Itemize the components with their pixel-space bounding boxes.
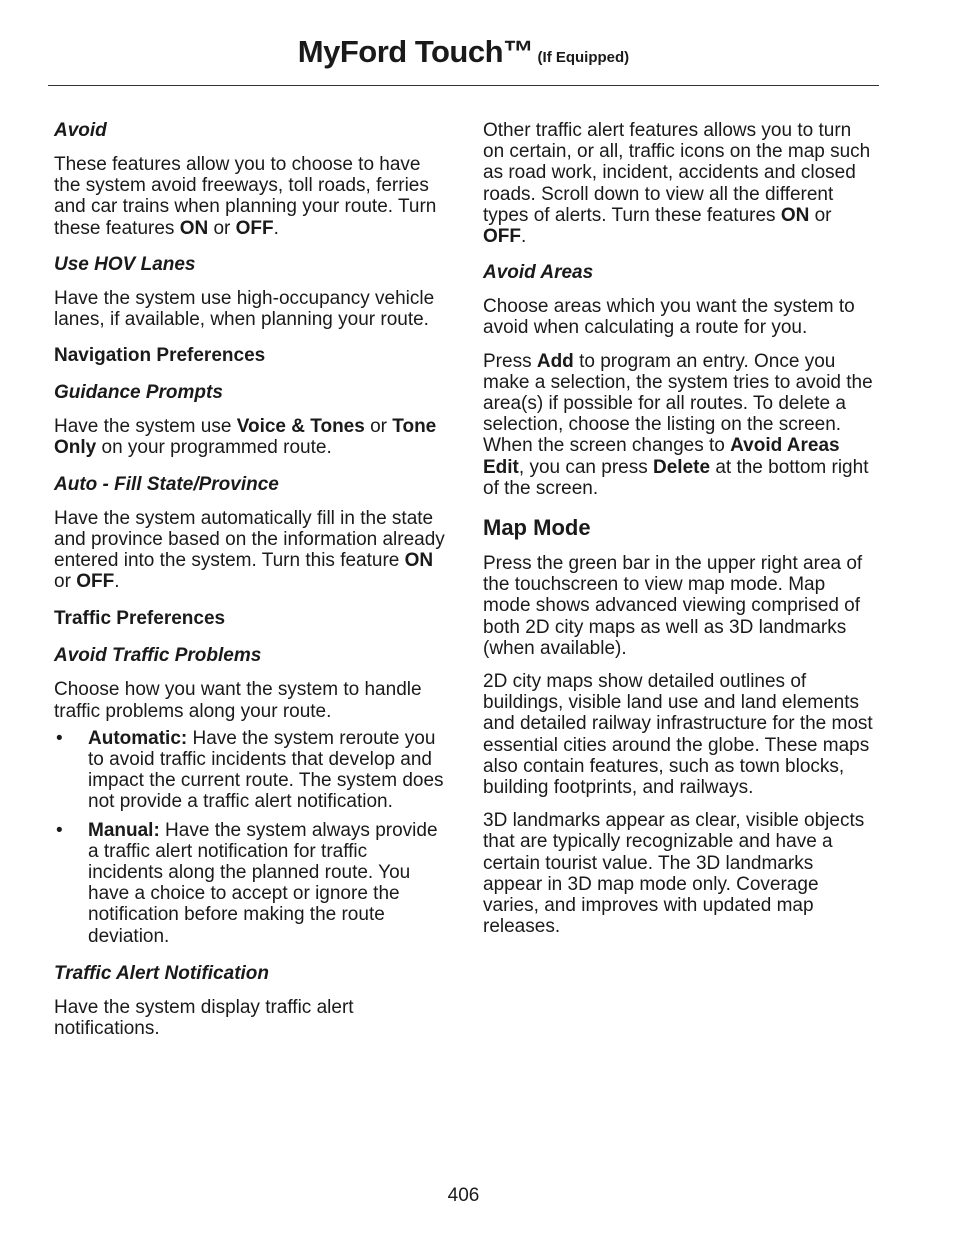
autofill-text: Have the system automatically fill in the state and province based on the information already entered into the system. Turn this feature — [54, 507, 445, 572]
bullet-label: Manual: — [88, 819, 160, 841]
bullet-label: Automatic: — [88, 727, 188, 749]
autofill-heading: Auto - Fill State/Province — [54, 473, 279, 495]
map-mode-heading: Map Mode — [483, 515, 591, 541]
left-column — [54, 120, 446, 1039]
guidance-post-text: on your programmed route. — [96, 437, 332, 459]
tone-only-label: Tone Only — [54, 416, 437, 459]
avoid-text: These features allow you to choose to have the system avoid freeways, toll roads, ferries and car trains when planning your route. Turn these features — [54, 154, 437, 239]
avoid-traffic-heading: Avoid Traffic Problems — [54, 645, 262, 667]
on-label: ON — [780, 204, 810, 226]
traffic-options-list — [54, 728, 446, 947]
avoid-heading: Avoid — [54, 120, 107, 141]
avoid-traffic-paragraph: Choose how you want the system to handle traffic problems along your route. — [54, 679, 422, 722]
right-column — [483, 120, 875, 938]
add-text: to program an entry. Once you make a selection, the system tries to avoid the area(s) if possible for all routes. To delete a selection, choose the listing on the screen. When the screen changes to — [483, 350, 873, 457]
avoid-areas-paragraph: Choose areas which you want the system to avoid when calculating a route for you. — [483, 296, 855, 339]
traffic-alert-paragraph: Have the system display traffic alert notifications. — [54, 996, 354, 1040]
guidance-text: Have the system use — [54, 416, 237, 438]
guidance-paragraph — [54, 416, 446, 458]
delete-label: Delete — [653, 456, 711, 478]
on-label: ON — [179, 217, 209, 239]
period: . — [114, 571, 120, 593]
other-alert-paragraph — [483, 120, 875, 247]
avoid-areas-edit-label: Avoid Areas Edit — [483, 435, 840, 478]
bullet-icon: • — [56, 819, 63, 841]
or-text: or — [809, 204, 832, 226]
traffic-alert-heading: Traffic Alert Notification — [54, 962, 270, 984]
bullet-text: Have the system always provide a traffic alert notification for traffic incidents along the planned route. You have a choice to accept or ignore the notification before making the route deviation. — [88, 819, 438, 947]
press-text: Press — [483, 350, 537, 372]
page-subtitle: (If Equipped) — [537, 49, 630, 66]
hov-heading: Use HOV Lanes — [54, 253, 196, 275]
page-number: 406 — [447, 1185, 480, 1206]
add-label: Add — [536, 350, 574, 372]
delete-text: at the bottom right of the screen. — [483, 456, 869, 499]
hov-paragraph: Have the system use high-occupancy vehicle lanes, if available, when planning your route. — [54, 287, 435, 331]
other-alert-text: Other traffic alert features allows you to turn on certain, or all, traffic icons on the map such as road work, incident, accidents and closed roads. Scroll down to view all the different types of alerts. Turn these features — [483, 120, 871, 226]
guidance-prompts-heading: Guidance Prompts — [54, 382, 223, 404]
map-mode-paragraph: Press the green bar in the upper right area of the touchscreen to view map mode. Map mode shows advanced viewing comprised of both 2D city maps as well as 3D landmarks (when available). — [483, 553, 863, 659]
page-title: MyFord Touch™ — [297, 34, 534, 69]
traffic-preferences-heading: Traffic Preferences — [54, 608, 226, 630]
navigation-preferences-heading: Navigation Preferences — [54, 345, 266, 367]
off-label: OFF — [483, 226, 521, 248]
period: . — [273, 217, 279, 239]
avoid-paragraph — [54, 154, 446, 239]
voice-tones-label: Voice & Tones — [236, 416, 365, 438]
off-label: OFF — [76, 571, 115, 593]
or-text: or — [54, 571, 77, 593]
bullet-text: Have the system reroute you to avoid traffic incidents that develop and impact the current route. The system does not provide a traffic alert notification. — [88, 727, 444, 813]
list-item — [54, 820, 446, 947]
on-label: ON — [404, 550, 434, 572]
landmarks-3d-paragraph: 3D landmarks appear as clear, visible objects that are typically recognizable and have a certain tourist value. The 3D landmarks appear in 3D map mode only. Coverage varies, and improves with updated map releases. — [483, 810, 865, 938]
off-label: OFF — [235, 217, 274, 239]
avoid-areas-heading: Avoid Areas — [483, 262, 594, 284]
bullet-icon: • — [56, 727, 63, 749]
or-text: or — [208, 217, 236, 239]
autofill-paragraph — [54, 508, 446, 593]
add-entry-paragraph — [483, 351, 875, 499]
list-item — [54, 728, 446, 813]
edit-text: , you can press — [518, 456, 654, 478]
page-header — [48, 30, 879, 86]
period: . — [521, 226, 527, 248]
maps-2d-paragraph: 2D city maps show detailed outlines of buildings, visible land use and land elements and detailed railway infrastructure for the most essential cities around the globe. These maps also contain features, such as town blocks, building footprints, and railways. — [483, 671, 873, 799]
or-text: or — [364, 416, 393, 438]
